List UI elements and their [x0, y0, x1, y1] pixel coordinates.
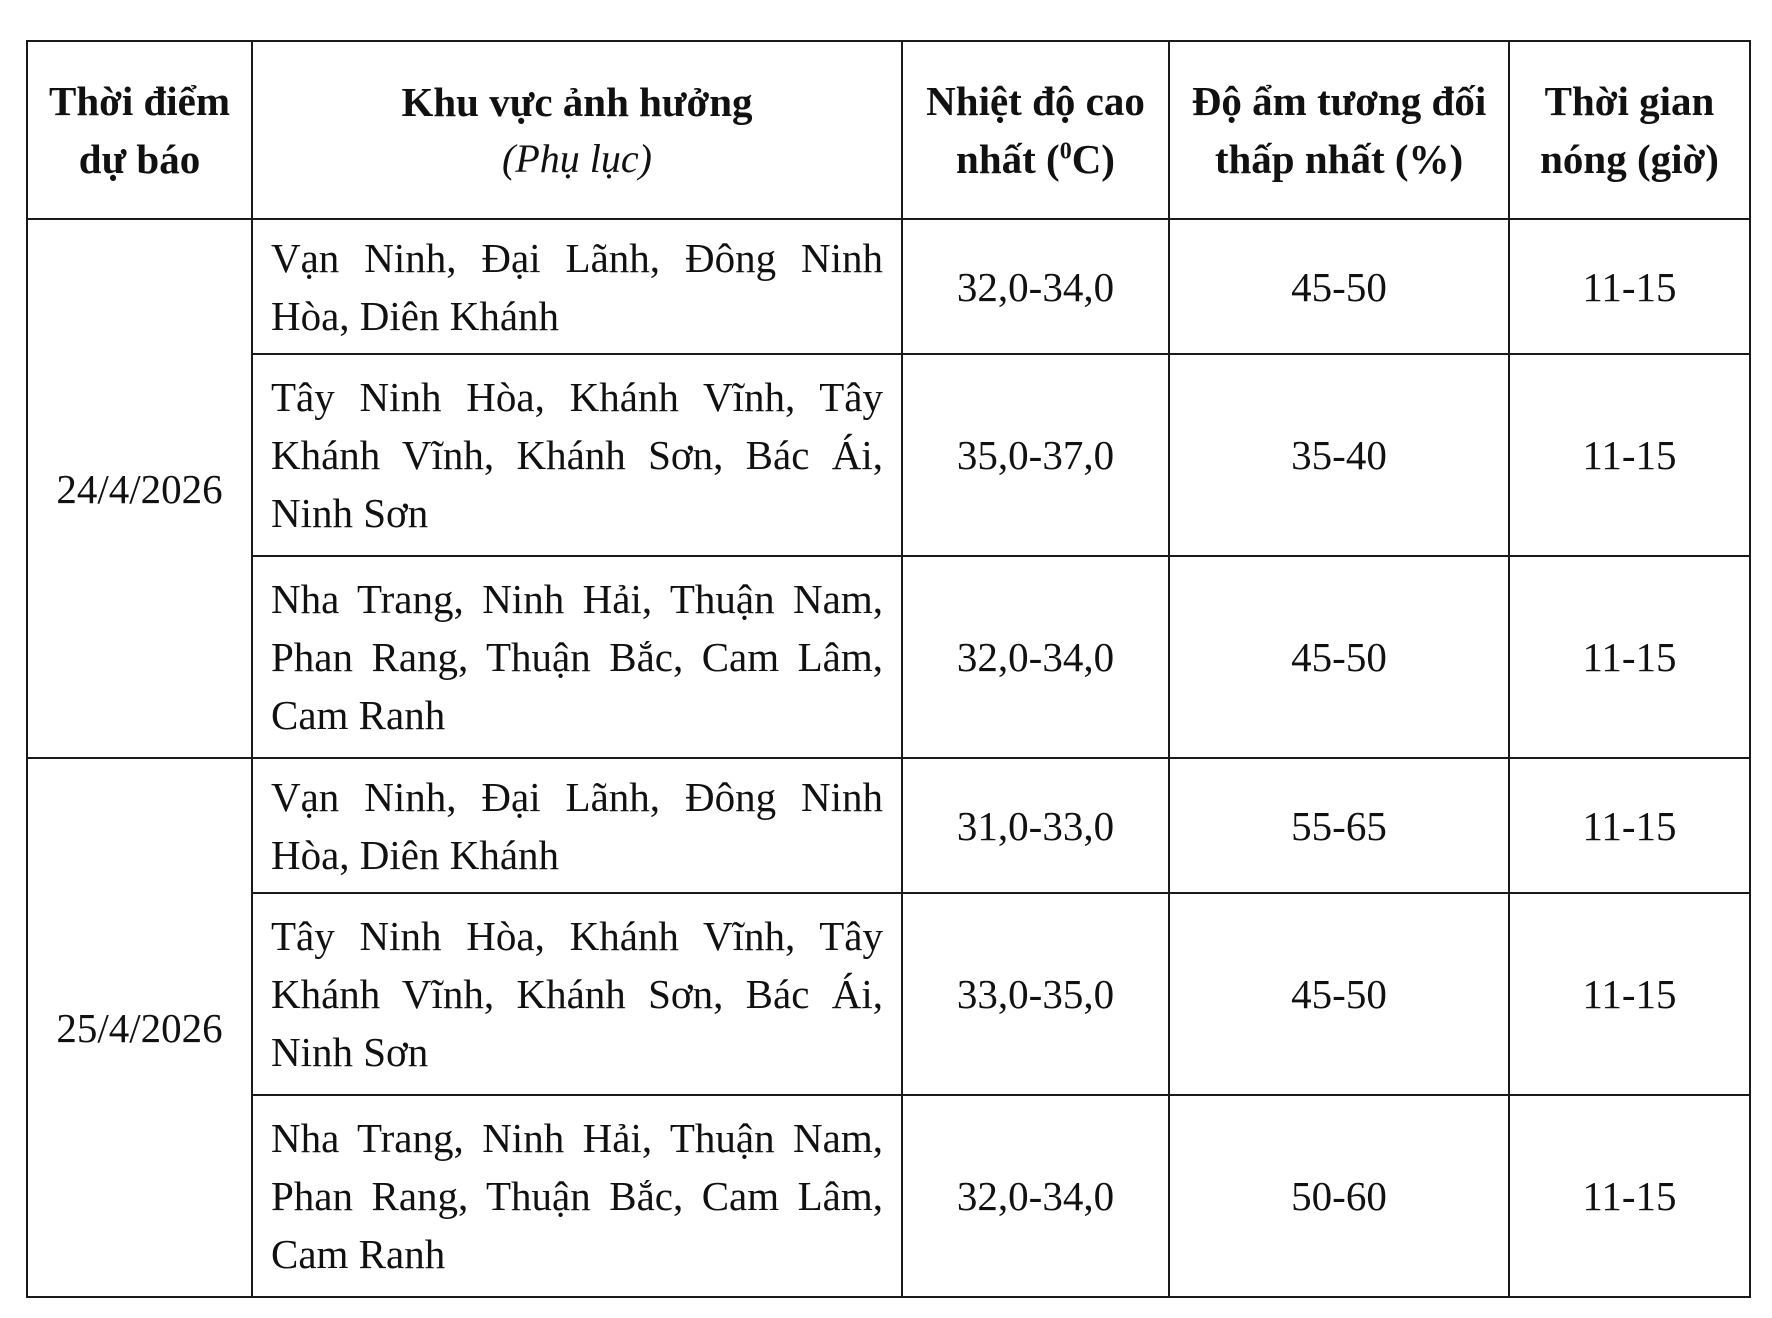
temperature-cell: 35,0-37,0	[902, 354, 1169, 556]
humidity-cell: 55-65	[1169, 758, 1509, 893]
area-cell: Nha Trang, Ninh Hải, Thuận Nam, Phan Rang, Thuận Bắc, Cam Lâm, Cam Ranh	[252, 1095, 902, 1297]
hours-cell: 11-15	[1509, 354, 1750, 556]
table-row	[27, 758, 1750, 893]
hours-cell: 11-15	[1509, 758, 1750, 893]
hours-cell: 11-15	[1509, 1095, 1750, 1297]
hours-cell: 11-15	[1509, 219, 1750, 354]
humidity-cell: 45-50	[1169, 893, 1509, 1095]
table-row	[27, 556, 1750, 758]
header-min-humidity: Độ ẩm tương đối thấp nhất (%)	[1169, 41, 1509, 219]
area-cell: Tây Ninh Hòa, Khánh Vĩnh, Tây Khánh Vĩnh, Khánh Sơn, Bác Ái, Ninh Sơn	[252, 893, 902, 1095]
hours-cell: 11-15	[1509, 893, 1750, 1095]
table-row	[27, 219, 1750, 354]
table-row	[27, 354, 1750, 556]
temperature-cell: 31,0-33,0	[902, 758, 1169, 893]
heat-forecast-table	[26, 40, 1751, 1298]
temperature-cell: 32,0-34,0	[902, 219, 1169, 354]
header-affected-area: Khu vực ảnh hưởng (Phụ lục)	[252, 41, 902, 219]
area-cell: Tây Ninh Hòa, Khánh Vĩnh, Tây Khánh Vĩnh, Khánh Sơn, Bác Ái, Ninh Sơn	[252, 354, 902, 556]
area-cell: Vạn Ninh, Đại Lãnh, Đông Ninh Hòa, Diên Khánh	[252, 219, 902, 354]
forecast-date: 25/4/2026	[27, 758, 252, 1297]
humidity-cell: 50-60	[1169, 1095, 1509, 1297]
temperature-cell: 32,0-34,0	[902, 556, 1169, 758]
hours-cell: 11-15	[1509, 556, 1750, 758]
area-cell: Vạn Ninh, Đại Lãnh, Đông Ninh Hòa, Diên Khánh	[252, 758, 902, 893]
temperature-cell: 32,0-34,0	[902, 1095, 1169, 1297]
area-cell: Nha Trang, Ninh Hải, Thuận Nam, Phan Rang, Thuận Bắc, Cam Lâm, Cam Ranh	[252, 556, 902, 758]
humidity-cell: 45-50	[1169, 219, 1509, 354]
temperature-cell: 33,0-35,0	[902, 893, 1169, 1095]
header-forecast-time: Thời điểm dự báo	[27, 41, 252, 219]
table-header-row	[27, 41, 1750, 219]
humidity-cell: 45-50	[1169, 556, 1509, 758]
header-heat-duration: Thời gian nóng (giờ)	[1509, 41, 1750, 219]
forecast-table-container	[26, 40, 1751, 1298]
table-row	[27, 893, 1750, 1095]
forecast-date: 24/4/2026	[27, 219, 252, 758]
header-appendix-note: (Phụ lục)	[502, 136, 652, 181]
table-row	[27, 1095, 1750, 1297]
humidity-cell: 35-40	[1169, 354, 1509, 556]
header-max-temperature: Nhiệt độ cao nhất ($^0$C)	[902, 41, 1169, 219]
